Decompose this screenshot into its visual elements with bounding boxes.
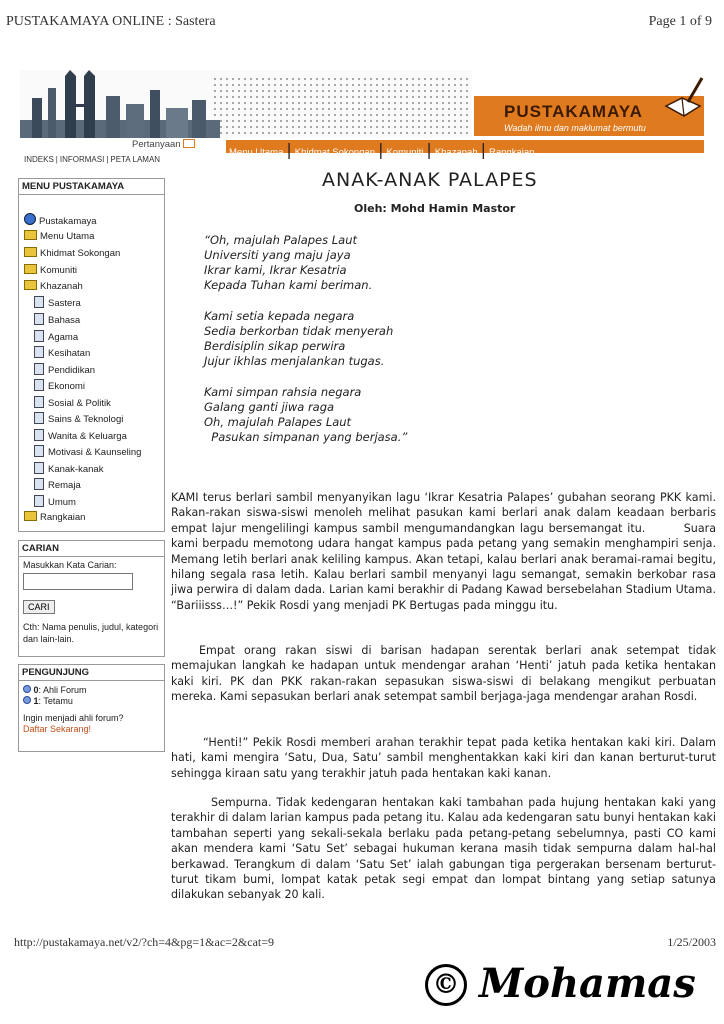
menu-label: Kesihatan	[48, 348, 91, 359]
document-icon	[34, 346, 44, 358]
sub-links: INDEKS | INFORMASI | PETA LAMAN	[24, 155, 161, 164]
document-icon	[34, 296, 44, 308]
menu-subitem-ekonomi[interactable]	[34, 379, 85, 393]
menu-label: Menu Utama	[40, 231, 95, 242]
menu-item-rangkaian[interactable]	[24, 511, 85, 525]
menu-label: Motivasi & Kaunseling	[48, 447, 142, 458]
link-peta-laman[interactable]: PETA LAMAN	[110, 155, 161, 164]
menu-label: Sosial & Politik	[48, 398, 111, 409]
menu-label: Khazanah	[40, 281, 83, 292]
main-nav: Menu Utama | Khidmat Sokongan | Komuniti | Khazanah | Rangkaian	[226, 140, 704, 153]
pertanyaan-link[interactable]	[132, 139, 195, 150]
menu-item-khidmat-sokongan[interactable]	[24, 247, 120, 261]
menu-subitem-sastera[interactable]	[34, 296, 81, 310]
register-link[interactable]: Daftar Sekarang!	[23, 724, 92, 734]
menu-subitem-agama[interactable]	[34, 330, 78, 344]
nav-komuniti[interactable]: Komuniti	[386, 147, 424, 158]
article-paragraph-3: “Henti!” Pekik Rosdi memberi arahan terakhir tepat pada ketika hentakan kaki kiri. Dalam hati, kami mengira ‘Satu, Dua, Satu’ sambil menghentakkan kaki kiri dan kanan berturut-turut sehingga kiraan satu yang terakhir jatuh pada hentakan kaki kanan.	[171, 736, 716, 780]
article-byline: Oleh: Mohd Hamin Mastor	[354, 202, 516, 215]
print-page-number: Page 1 of 9	[648, 14, 712, 29]
menu-subitem-kesihatan[interactable]	[34, 346, 90, 360]
menu-subitem-sains-teknologi[interactable]	[34, 412, 123, 426]
nav-khazanah[interactable]: Khazanah	[434, 147, 478, 158]
folder-icon	[24, 264, 37, 274]
article-paragraph-2: Empat orang rakan siswi di barisan hadapan serentak berlari anak setempat tidak memajukan langkah ke hadapan untuk mendengar arahan ‘Henti’ jatuh pada ketika hentakan kaki kiri. PK dan PKK rakan-rakan sepasukan siswa-siswi di belakang mengikut perbuatan mereka. Kami sepasukan berlari anak setempat sambil berjaga-jaga mendengar arahan Rosdi.	[171, 644, 716, 704]
menu-label: Pustakamaya	[39, 216, 97, 227]
menu-subitem-pendidikan[interactable]	[34, 363, 95, 377]
menu-subitem-sosial-politik[interactable]	[34, 396, 111, 410]
menu-label: Khidmat Sokongan	[40, 248, 121, 259]
poem-line: Kami setia kepada negara	[204, 309, 355, 323]
menu-label: Sastera	[48, 298, 81, 309]
search-label: Masukkan Kata Carian:	[23, 560, 117, 570]
folder-icon	[24, 511, 37, 521]
document-icon	[34, 462, 44, 474]
search-hint: Cth: Nama penulis, judul, kategori dan lain-lain.	[23, 622, 159, 644]
poem-line: Pasukan simpanan yang berjasa.”	[204, 430, 408, 444]
document-icon	[34, 412, 44, 424]
menu-label: Remaja	[48, 480, 81, 491]
folder-icon	[24, 230, 37, 240]
poem-line: Jujur ikhlas menjalankan tugas.	[204, 354, 385, 368]
register-prompt: Ingin menjadi ahli forum?	[23, 713, 124, 723]
document-icon	[34, 396, 44, 408]
menu-label: Kanak-kanak	[48, 464, 104, 475]
article-paragraph-1: KAMI terus berlari sambil menyanyikan lagu ‘Ikrar Kesatria Palapes’ gubahan seorang PKK kami. Rakan-rakan siswa-siswi menoleh melihat pasukan kami berlari anak dalam keadaan berbaris empat lajur mengelilingi kampus sambil mengumandangkan lagu bersemangat itu. Suara kami berpadu memotong udara hangat kampus pada petang yang semakin menghampiri senja. Memang letih berlari anak keliling kampus. Akan tetapi, kalau berlari anak beramai-ramai begitu, hilang segala rasa letih. Kalau berlari sambil menyanyi lagu semangat, semakin berkobar rasa jiwa perwira di dalam dada. Larian kami berakhir di Padang Kawad bersebelahan Stadium Utama. “Bariiisss…!” Pekik Rosdi yang menjadi PK Bertugas pada minggu itu.	[171, 491, 720, 612]
menu-panel-title: MENU PUSTAKAMAYA	[19, 179, 164, 195]
link-indeks[interactable]: INDEKS	[24, 155, 54, 164]
poem-line: Kami simpan rahsia negara	[204, 385, 362, 399]
copyright-icon: ©	[425, 964, 467, 1006]
document-icon	[34, 363, 44, 375]
poem-line: Kepada Tuhan kami beriman.	[204, 278, 373, 292]
menu-item-menu-utama[interactable]	[24, 230, 94, 244]
logo-tagline: Wadah ilmu dan maklumat bermutu	[504, 123, 646, 133]
menu-label: Agama	[48, 332, 79, 343]
book-pen-icon	[662, 76, 704, 122]
print-page-title: PUSTAKAMAYA ONLINE : Sastera	[6, 14, 216, 29]
nav-rangkaian[interactable]: Rangkaian	[489, 147, 535, 158]
poem-line: Berdisiplin sikap perwira	[204, 339, 346, 353]
folder-open-icon	[24, 280, 37, 290]
document-icon	[34, 495, 44, 507]
poem-line: Universiti yang maju jaya	[204, 248, 351, 262]
menu-subitem-umum[interactable]	[34, 495, 76, 509]
watermark-text: Mohamas	[479, 960, 696, 1007]
document-icon	[34, 330, 44, 342]
search-input[interactable]	[23, 573, 133, 590]
article-title: ANAK-ANAK PALAPES	[322, 169, 538, 191]
bullet-icon	[23, 696, 31, 704]
poem-stanza-3	[204, 385, 407, 445]
menu-label: Ekonomi	[48, 381, 85, 392]
document-icon	[34, 478, 44, 490]
visitors-members-row	[19, 681, 164, 695]
menu-label: Rangkaian	[40, 512, 86, 523]
visitors-members-count: 0	[33, 685, 39, 695]
pertanyaan-label: Pertanyaan	[132, 139, 181, 150]
banner-skyline-image	[20, 70, 472, 138]
document-icon	[34, 313, 44, 325]
menu-label: Umum	[48, 497, 76, 508]
visitors-guests-row	[19, 695, 164, 706]
search-panel	[18, 540, 165, 657]
visitors-panel-title: PENGUNJUNG	[19, 665, 164, 681]
poem-stanza-2	[204, 309, 393, 369]
copyright-watermark	[425, 960, 696, 1007]
bullet-icon	[23, 685, 31, 693]
menu-subitem-kanak-kanak[interactable]	[34, 462, 103, 476]
menu-item-pustakamaya[interactable]	[24, 213, 97, 227]
site-banner	[20, 70, 704, 142]
menu-label: Sains & Teknologi	[48, 414, 124, 425]
site-logo[interactable]	[474, 96, 704, 136]
menu-subitem-bahasa[interactable]	[34, 313, 80, 327]
menu-item-komuniti[interactable]	[24, 264, 77, 278]
folder-icon	[24, 247, 37, 257]
menu-label: Wanita & Keluarga	[48, 431, 127, 442]
poem-line: Ikrar kami, Ikrar Kesatria	[204, 263, 347, 277]
visitors-guests-count: 1	[33, 696, 39, 706]
menu-label: Pendidikan	[48, 365, 96, 376]
poem-line: “Oh, majulah Palapes Laut	[204, 233, 358, 247]
visitors-guests-label: : Tetamu	[38, 696, 73, 706]
link-informasi[interactable]: INFORMASI	[59, 155, 105, 164]
document-icon	[34, 379, 44, 391]
poem-line: Oh, majulah Palapes Laut	[204, 415, 352, 429]
visitors-panel	[18, 664, 165, 752]
search-button[interactable]: CARI	[23, 600, 55, 614]
logo-text: PUSTAKAMAYA	[504, 102, 643, 121]
globe-icon	[24, 213, 36, 225]
poem-line: Sedia berkorban tidak menyerah	[204, 324, 394, 338]
poem-line: Galang ganti jiwa raga	[204, 400, 335, 414]
menu-label: Bahasa	[48, 315, 81, 326]
menu-subitem-motivasi-kaunseling[interactable]	[34, 445, 141, 459]
document-icon	[34, 429, 44, 441]
print-date: 1/25/2003	[667, 935, 716, 949]
envelope-icon	[183, 139, 195, 148]
poem-stanza-1	[204, 233, 372, 293]
document-icon	[34, 445, 44, 457]
search-panel-title: CARIAN	[19, 541, 164, 557]
article-paragraph-4: Sempurna. Tidak kedengaran hentakan kaki tambahan pada hujung hentakan kaki yang terakhir di dalam larian kampus pada petang itu. Kalau ada kedengaran satu bunyi hentakan kaki tambahan seperti yang sekali-sekala berlaku pada petang-petang sebelumnya, pasti CO kami akan mendera kami ‘Satu Set’ sebagai hukuman kerana masih tidak sempurna dalam hal-hal berkawad. Terangkum di dalam ‘Satu Set’ ialah gabungan tiga pergerakan bersenam berturut-turut tikam bumi, lompat katak petak segi empat dan lompat bintang yang setiap satunya dilakukan sebanyak 20 kali.	[171, 796, 716, 902]
nav-menu-utama[interactable]: Menu Utama	[229, 147, 284, 158]
menu-label: Komuniti	[40, 265, 77, 276]
menu-subitem-wanita-keluarga[interactable]	[34, 429, 127, 443]
nav-khidmat-sokongan[interactable]: Khidmat Sokongan	[294, 147, 376, 158]
print-url: http://pustakamaya.net/v2/?ch=4&pg=1&ac=2&cat=9	[14, 935, 275, 949]
menu-item-khazanah[interactable]	[24, 280, 83, 294]
menu-subitem-remaja[interactable]	[34, 478, 81, 492]
visitors-members-label: : Ahli Forum	[38, 685, 87, 695]
